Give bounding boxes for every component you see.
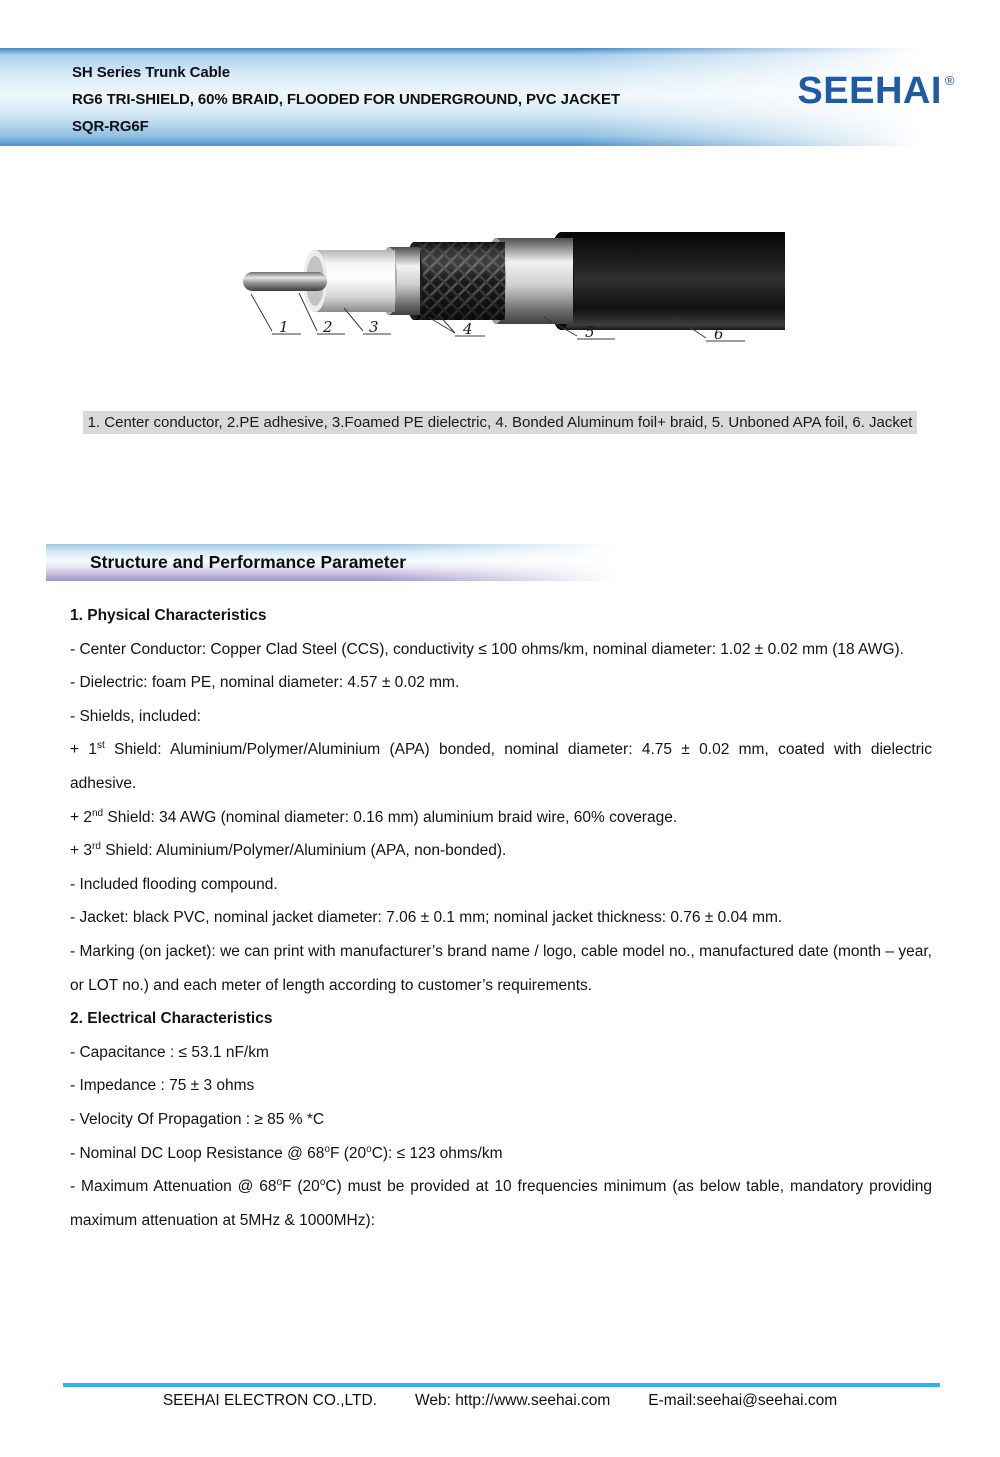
superscript: o xyxy=(324,1143,330,1155)
spec-item: + 3rd Shield: Aluminium/Polymer/Aluminium (APA, non-bonded). xyxy=(70,841,507,860)
spec-item: - Dielectric: foam PE, nominal diameter: 4.57 ± 0.02 mm. xyxy=(70,674,460,692)
model-number: SQR-RG6F xyxy=(72,118,149,135)
layer-conductor xyxy=(243,272,327,291)
spec-item: + 1st Shield: Aluminium/Polymer/Aluminium (APA) bonded, nominal diameter: 4.75 ± 0.02 mm, coated with dielectric adhesive. xyxy=(70,740,932,792)
spec-item: - Center Conductor: Copper Clad Steel (CCS), conductivity ≤ 100 ohms/km, nominal diameter: 1.02 ± 0.02 mm (18 AWG). xyxy=(70,640,904,658)
spec-section-heading: 2. Electrical Characteristics xyxy=(70,1010,273,1028)
superscript: rd xyxy=(91,841,101,853)
spec-section-heading: 1. Physical Characteristics xyxy=(70,607,267,624)
figure-caption: 1. Center conductor, 2.PE adhesive, 3.Foamed PE dielectric, 4. Bonded Aluminum foil+ braid, 5. Unboned APA foil, 6. Jacket xyxy=(83,411,918,434)
callout-2: 2 xyxy=(323,318,333,336)
spec-item: - Velocity Of Propagation : ≥ 85 % *C xyxy=(70,1110,325,1128)
spec-item: - Shields, included: xyxy=(70,707,201,725)
callout-1: 1 xyxy=(279,318,289,336)
header-titles xyxy=(72,59,620,140)
footer-divider xyxy=(63,1383,940,1387)
spec-sections xyxy=(70,599,932,1237)
product-description: RG6 TRI-SHIELD, 60% BRAID, FLOODED FOR UNDERGROUND, PVC JACKET xyxy=(72,91,621,108)
brand-logo-text: SEEHAI xyxy=(797,70,942,112)
callout-5: 5 xyxy=(585,323,595,341)
brand-logo xyxy=(797,70,955,118)
spec-item: - Nominal DC Loop Resistance @ 68$^o$F $(20^oC)$: ≤ 123 ohms/km xyxy=(70,1143,503,1162)
callout-6: 6 xyxy=(714,325,724,343)
spec-item: + 2nd Shield: 34 AWG (nominal diameter: 0.16 mm) aluminium braid wire, 60% coverage. xyxy=(70,807,678,826)
spec-item: - Jacket: black PVC, nominal jacket diameter: 7.06 ± 0.1 mm; nominal jacket thickness: 0.76 ± 0.04 mm. xyxy=(70,909,783,927)
company-name: SEEHAI ELECTRON CO.,LTD. xyxy=(162,1392,377,1409)
superscript: o xyxy=(319,1177,326,1189)
header xyxy=(0,48,1000,146)
spec-item: - Included flooding compound. xyxy=(70,875,278,893)
callout-3: 3 xyxy=(369,318,379,336)
section-heading: Structure and Performance Parameter xyxy=(90,552,407,572)
spec-item: - Maximum Attenuation @ 68$^o$F (20$^o$C) must be provided at 10 frequencies minimum (as below table, mandatory providing maximum attenuation at 5MHz & 1000MHz): xyxy=(70,1177,933,1229)
website-link[interactable]: Web: http://www.seehai.com xyxy=(414,1392,611,1409)
series-title: SH Series Trunk Cable xyxy=(72,64,230,81)
callout-4: 4 xyxy=(463,320,473,338)
superscript: o xyxy=(276,1177,283,1189)
spec-item: - Marking (on jacket): we can print with manufacturer’s brand name / logo, cable model no., manufactured date (month – year, or LOT no.) and each meter of length according to customer’s requirements. xyxy=(70,942,932,994)
layer-jacket xyxy=(548,232,785,330)
email-link[interactable]: E-mail:seehai@seehai.com xyxy=(648,1392,838,1409)
figure-caption-row xyxy=(0,411,1000,434)
section-heading-band xyxy=(46,544,646,581)
spec-item: - Capacitance : ≤ 53.1 nF/km xyxy=(70,1043,269,1061)
cable-cross-section-figure xyxy=(185,205,865,380)
superscript: o xyxy=(366,1143,372,1155)
spec-item: - Impedance : 75 ± 3 ohms xyxy=(70,1077,255,1095)
registered-trademark-icon: ® xyxy=(944,73,955,88)
superscript: st xyxy=(97,740,105,752)
footer xyxy=(0,1392,1000,1410)
superscript: nd xyxy=(91,807,104,819)
